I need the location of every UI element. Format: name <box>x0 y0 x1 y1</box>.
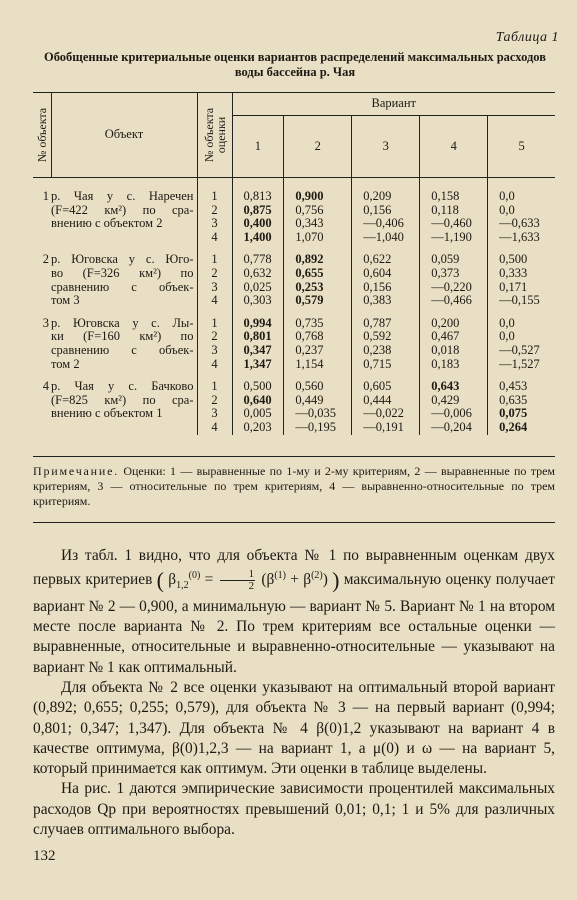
value-cell: 0,171 <box>499 279 528 294</box>
value-cell: 0,264 <box>499 419 528 434</box>
estimate-number: 1 <box>197 371 232 394</box>
header-variant-3: 3 <box>352 116 420 178</box>
paragraph-1: Из табл. 1 видно, что для объекта № 1 по выравненным оценкам двух первых критериев ( $\beta_{1,2}^{(0)}$ = $\frac{1}{2}$ $(\beta^{(1)} + \beta^{(2)})$ ) максимальную оценку получает вариант № 2 — 0,900, а минимальную — вариант № 5. Вариант № 1 на втором месте после варианта № 2. По трем критериям все остальные оценки — выравненные, относительные и выравненно-относительные — указывают на вариант № 1 как оптимальный. <box>33 547 555 676</box>
object-description-line: сравнению с объек- <box>51 342 194 357</box>
value-cell: —0,022 <box>352 407 420 421</box>
value-cell: 0,778 <box>232 244 284 267</box>
estimate-number: 2 <box>197 330 232 344</box>
value-cell: 0,467 <box>420 330 488 344</box>
value-cell: 0,632 <box>232 267 284 281</box>
value-cell: 0,200 <box>420 308 488 331</box>
header-object-number: № объекта <box>33 93 51 178</box>
value-cell: 1,070 <box>284 231 352 245</box>
object-description-line: том 3 <box>51 293 80 308</box>
value-cell: 1,154 <box>284 358 352 372</box>
object-description <box>51 178 197 245</box>
value-cell: 0,787 <box>352 308 420 331</box>
estimate-number: 3 <box>197 344 232 358</box>
table-bottom-rule <box>33 456 555 457</box>
table-caption: Обобщенные критериальные оценки вариантов распределений максимальных расходов воды бассейна р. Чая <box>44 50 546 79</box>
value-cell: 0,560 <box>284 371 352 394</box>
value-cell: —0,220 <box>420 281 488 295</box>
value-cell: 0,075 <box>499 406 528 421</box>
value-cell: 0,715 <box>352 358 420 372</box>
value-cell: 0,756 <box>284 204 352 218</box>
value-cell: —1,040 <box>352 231 420 245</box>
object-description-line: р. Юговска у с. Лы- <box>51 315 194 330</box>
object-number: 2 <box>42 252 49 267</box>
value-cell: 0,0 <box>499 189 515 203</box>
table-row <box>33 244 555 267</box>
value-cell: —1,527 <box>499 356 540 371</box>
object-description-line: том 2 <box>51 356 80 371</box>
value-cell: —0,633 <box>499 216 540 231</box>
header-variant-1: 1 <box>232 116 284 178</box>
value-cell: 0,203 <box>232 421 284 435</box>
data-table <box>33 92 555 435</box>
estimate-number: 4 <box>197 358 232 372</box>
object-description-line: р. Чая у с. Бачково <box>51 379 194 394</box>
header-variant-5: 5 <box>488 116 555 178</box>
object-description-line: (F=825 км²) по сра- <box>51 392 194 407</box>
estimate-number: 1 <box>197 244 232 267</box>
estimate-number: 4 <box>197 294 232 308</box>
value-cell: 0,875 <box>232 204 284 218</box>
object-description-line: во (F=326 км²) по <box>51 265 194 280</box>
estimate-number: 2 <box>197 394 232 408</box>
value-cell: —0,460 <box>420 217 488 231</box>
value-cell: 0,622 <box>352 244 420 267</box>
value-cell: 1,347 <box>232 358 284 372</box>
value-cell: 0,025 <box>232 281 284 295</box>
note-bottom-rule <box>33 522 555 523</box>
value-cell: 0,643 <box>420 371 488 394</box>
value-cell: —0,204 <box>420 421 488 435</box>
value-cell: 0,900 <box>284 178 352 204</box>
object-description-line: ки (F=160 км²) по <box>51 329 194 344</box>
value-cell: 1,400 <box>232 231 284 245</box>
value-cell: 0,813 <box>232 178 284 204</box>
value-cell: 0,183 <box>420 358 488 372</box>
value-cell: 0,640 <box>232 394 284 408</box>
object-description-line: внению с объектом 1 <box>51 406 163 421</box>
value-cell: 0,347 <box>232 344 284 358</box>
estimate-number: 1 <box>197 178 232 204</box>
value-cell: 0,238 <box>352 344 420 358</box>
object-description <box>51 371 197 434</box>
page-number: 132 <box>33 848 56 864</box>
header-variant-4: 4 <box>420 116 488 178</box>
header-object: Объект <box>51 93 197 178</box>
table-row <box>33 308 555 331</box>
object-number: 3 <box>42 315 49 330</box>
value-cell: 0,579 <box>284 294 352 308</box>
table-label: Таблица 1 <box>495 30 559 45</box>
header-variant-2: 2 <box>284 116 352 178</box>
value-cell: 0,373 <box>420 267 488 281</box>
value-cell: 0,005 <box>232 407 284 421</box>
value-cell: 0,0 <box>499 329 515 344</box>
body-text <box>33 546 555 840</box>
value-cell: —0,406 <box>352 217 420 231</box>
value-cell: 0,635 <box>499 392 528 407</box>
estimate-number: 4 <box>197 421 232 435</box>
object-number: 1 <box>42 189 49 203</box>
object-description-line: внению с объектом 2 <box>51 216 163 231</box>
value-cell: 0,237 <box>284 344 352 358</box>
value-cell: 0,333 <box>499 265 528 280</box>
value-cell: 0,0 <box>499 202 515 217</box>
value-cell: —0,155 <box>499 293 540 308</box>
estimate-number: 4 <box>197 231 232 245</box>
value-cell: 0,892 <box>284 244 352 267</box>
value-cell: —1,633 <box>499 229 540 244</box>
table-row <box>33 371 555 394</box>
value-cell: 0,059 <box>420 244 488 267</box>
value-cell: 0,158 <box>420 178 488 204</box>
value-cell: —1,190 <box>420 231 488 245</box>
value-cell: —0,191 <box>352 421 420 435</box>
value-cell: —0,006 <box>420 407 488 421</box>
value-cell: 0,018 <box>420 344 488 358</box>
paragraph-3: На рис. 1 даются эмпирические зависимости процентилей максимальных расходов Qр при вероятностях превышений 0,01; 0,1; 1 и 5% для различных случаев оптимального выбора. <box>33 780 555 839</box>
note-text: Оценки: 1 — выравненные по 1-му и 2-му критериям, 2 — выравненные по трем критериям, 3 — относительные по трем критериям, 4 — выравненно-относительные по трем критериям. <box>33 464 555 508</box>
object-description <box>51 308 197 371</box>
value-cell: 0,605 <box>352 371 420 394</box>
estimate-number: 3 <box>197 407 232 421</box>
object-description-line: (F=422 км²) по сра- <box>51 202 194 217</box>
value-cell: 0,453 <box>499 379 528 394</box>
object-number: 4 <box>42 379 49 394</box>
object-description <box>51 244 197 307</box>
value-cell: —0,035 <box>284 407 352 421</box>
value-cell: 0,655 <box>284 267 352 281</box>
value-cell: 0,400 <box>232 217 284 231</box>
estimate-number: 3 <box>197 281 232 295</box>
value-cell: —0,466 <box>420 294 488 308</box>
value-cell: 0,303 <box>232 294 284 308</box>
note-lead: Примечание. <box>33 464 120 478</box>
formula-beta: $\beta_{1,2}^{(0)}$ = $\frac{1}{2}$ $(\beta^{(1)} + \beta^{(2)})$ <box>168 568 333 593</box>
value-cell: 0,156 <box>352 281 420 295</box>
estimate-number: 3 <box>197 217 232 231</box>
value-cell: 0,500 <box>232 371 284 394</box>
value-cell: 0,383 <box>352 294 420 308</box>
value-cell: 0,500 <box>499 252 528 267</box>
value-cell: 0,118 <box>420 204 488 218</box>
value-cell: 0,209 <box>352 178 420 204</box>
value-cell: 0,592 <box>352 330 420 344</box>
object-description-line: р. Чая у с. Наречен <box>51 189 194 203</box>
table-row <box>33 178 555 204</box>
paragraph-2: Для объекта № 2 все оценки указывают на оптимальный второй вариант (0,892; 0,655; 0,255; 0,579), для объекта № 3 — на первый вариант (0,994; 0,801; 0,347; 1,347). Для объекта № 4 β(0)1,2 указывают на вариант 4 в качестве оптимума, β(0)1,2,3 — на вариант 1, а μ(0) и ω — на вариант 5, который принимается как оптимум. Эти оценки в таблице выделены. <box>33 678 555 778</box>
value-cell: 0,801 <box>232 330 284 344</box>
value-cell: 0,253 <box>284 281 352 295</box>
value-cell: 0,343 <box>284 217 352 231</box>
header-variant: Вариант <box>232 93 555 116</box>
value-cell: 0,0 <box>499 315 515 330</box>
estimate-number: 2 <box>197 204 232 218</box>
value-cell: 0,768 <box>284 330 352 344</box>
object-description-line: сравнению с объек- <box>51 279 194 294</box>
table-body <box>33 178 555 435</box>
value-cell: 0,604 <box>352 267 420 281</box>
value-cell: 0,156 <box>352 204 420 218</box>
value-cell: —0,527 <box>499 342 540 357</box>
header-estimate-number: № объекта оценки <box>197 93 232 178</box>
table-note <box>33 464 555 509</box>
value-cell: 0,429 <box>420 394 488 408</box>
fraction-one-half: $\frac{1}{2}$ <box>220 569 256 592</box>
object-description-line: р. Юговска у с. Юго- <box>51 252 194 267</box>
value-cell: 0,994 <box>232 308 284 331</box>
estimate-number: 2 <box>197 267 232 281</box>
estimate-number: 1 <box>197 308 232 331</box>
value-cell: 0,444 <box>352 394 420 408</box>
value-cell: —0,195 <box>284 421 352 435</box>
value-cell: 0,449 <box>284 394 352 408</box>
value-cell: 0,735 <box>284 308 352 331</box>
